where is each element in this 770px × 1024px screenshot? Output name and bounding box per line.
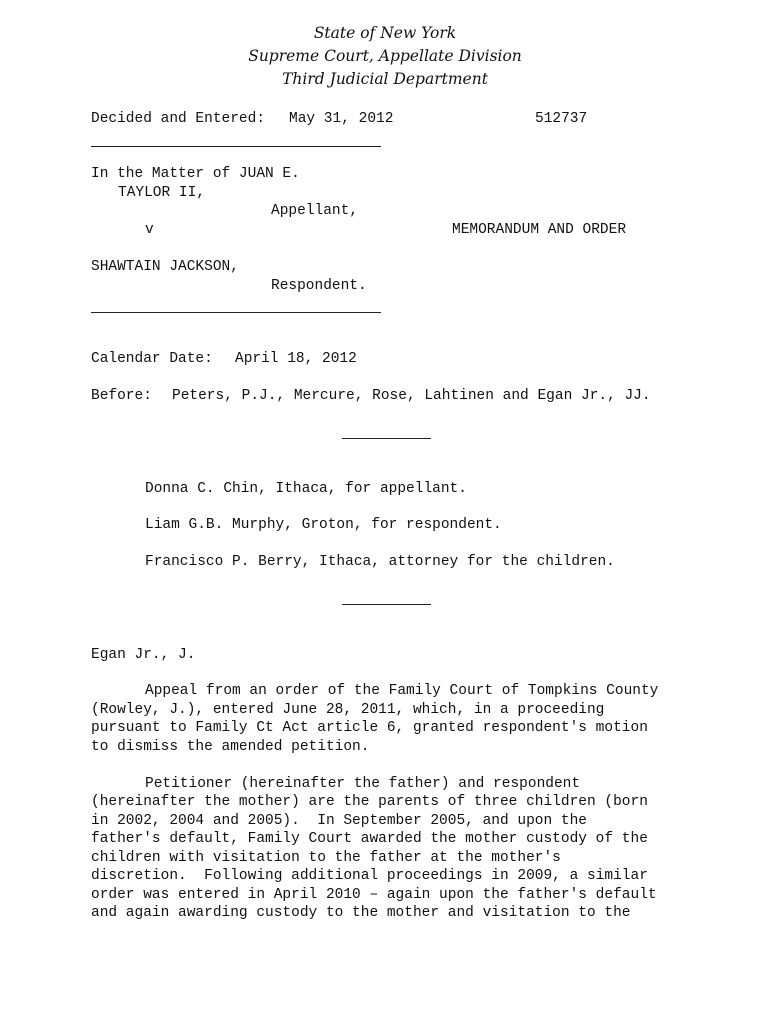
counsel-children: Francisco P. Berry, Ithaca, attorney for the children. (145, 554, 615, 570)
caption-matter-line2: TAYLOR II, (118, 185, 206, 201)
caption-versus: v (145, 222, 154, 238)
paragraph-line: children with visitation to the father at the mother's (91, 850, 561, 866)
court-state: State of New York (313, 24, 457, 42)
caption-appellant: Appellant, (271, 203, 359, 219)
paragraph-line: (hereinafter the mother) are the parents of three children (born (91, 794, 648, 810)
paragraph-line: (Rowley, J.), entered June 28, 2011, which, in a proceeding (91, 702, 605, 718)
paragraph-line: in 2002, 2004 and 2005). In September 2005, and upon the (91, 813, 587, 829)
paragraph-line: Appeal from an order of the Family Court of Tompkins County (145, 683, 659, 699)
calendar-date: April 18, 2012 (235, 351, 357, 367)
counsel-appellant: Donna C. Chin, Ithaca, for appellant. (145, 481, 467, 497)
caption-matter-line1: In the Matter of JUAN E. (91, 166, 300, 182)
court-name: Supreme Court, Appellate Division (248, 47, 522, 65)
court-department: Third Judicial Department (282, 70, 488, 88)
caption-rule-top (91, 146, 381, 147)
counsel-respondent: Liam G.B. Murphy, Groton, for respondent. (145, 517, 502, 533)
paragraph-line: and again awarding custody to the mother and visitation to the (91, 905, 631, 921)
decided-label: Decided and Entered: (91, 111, 266, 127)
caption-respondent-name: SHAWTAIN JACKSON, (91, 259, 239, 275)
opinion-author: Egan Jr., J. (91, 647, 196, 663)
before-label: Before: (91, 388, 152, 404)
paragraph-line: to dismiss the amended petition. (91, 739, 370, 755)
separator-rule (342, 438, 431, 439)
docket-number: 512737 (535, 111, 588, 127)
paragraph-line: pursuant to Family Ct Act article 6, granted respondent's motion (91, 720, 648, 736)
before-judges: Peters, P.J., Mercure, Rose, Lahtinen and Egan Jr., JJ. (172, 388, 651, 404)
caption-respondent: Respondent. (271, 278, 367, 294)
decided-date: May 31, 2012 (289, 111, 394, 127)
paragraph-line: order was entered in April 2010 – again upon the father's default (91, 887, 657, 903)
calendar-label: Calendar Date: (91, 351, 213, 367)
separator-rule (342, 604, 431, 605)
order-type: MEMORANDUM AND ORDER (452, 222, 627, 238)
caption-rule-bottom (91, 312, 381, 313)
paragraph-line: father's default, Family Court awarded the mother custody of the (91, 831, 648, 847)
paragraph-line: Petitioner (hereinafter the father) and respondent (145, 776, 581, 792)
paragraph-line: discretion. Following additional proceedings in 2009, a similar (91, 868, 648, 884)
